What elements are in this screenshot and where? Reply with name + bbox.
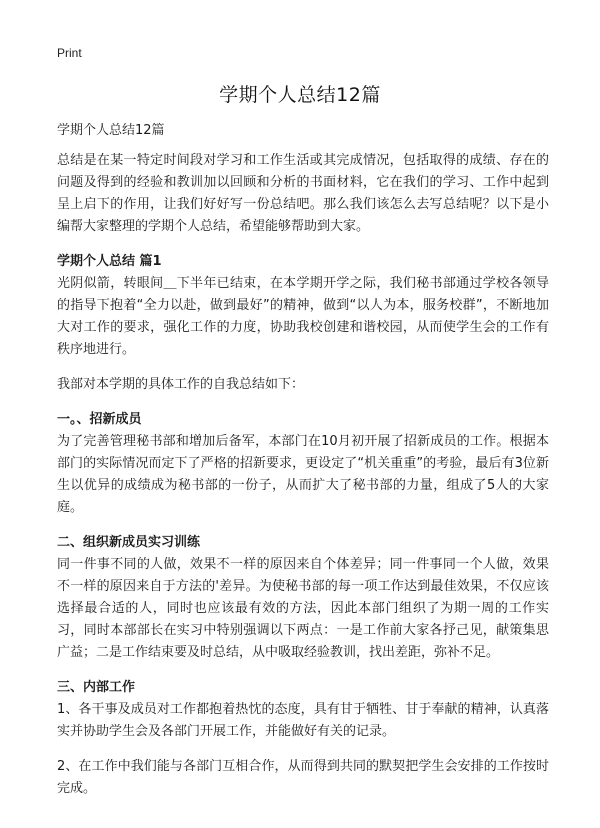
section-heading-1: 学期个人总结 篇1 [57, 254, 162, 269]
training-paragraph: 同一件事不同的人做，效果不一样的原因来自个体差异；同一件事同一个人做，效果不一样的原因来自于方法的'差异。为使秘书部的每一项工作达到最佳效果，不仅应该选择最合适的人，同时也应该最有效的方法，因此本部门组织了为期一周的工作实习，同时本部部长在实习中特别强调以下两点：一是工作前大家各抒己见，献策集思广益；二是工作结束要及时总结，从中吸取经验教训，找出差距，弥补不足。 [57, 557, 549, 660]
document-body [57, 120, 549, 813]
recruit-paragraph: 为了完善管理秘书部和增加后备军，本部门在10月初开展了招新成员的工作。根据本部门的实际情况而定下了严格的招新要求，更设定了“机关重重”的考验，最后有3位新生以优异的成绩成为秘书部的一份子，从而扩大了秘书部的力量，组成了5人的大家庭。 [57, 434, 549, 515]
subheading-internal-work: 三、内部工作 [57, 680, 136, 695]
section1-paragraph-1: 光阴似箭，转眼间＿下半年已结束，在本学期开学之际，我们秘书部通过学校各领导的指导下抱着“全力以赴，做到最好”的精神，做到“以人为本，服务校群”，不断地加大对工作的要求，强化工作的力度，协助我校创建和谐校园，从而使学生会的工作有秩序地进行。 [57, 276, 549, 357]
print-label[interactable]: Print [57, 46, 82, 60]
subheading-recruit: 一。、招新成员 [57, 412, 142, 427]
internal-work-item-2: 2、在工作中我们能与各部门互相合作，从而得到共同的默契把学生会安排的工作按时完成。 [57, 759, 549, 796]
section1-paragraph-2: 我部对本学期的具体工作的自我总结如下： [57, 377, 305, 392]
document-subtitle: 学期个人总结12篇 [57, 123, 165, 138]
subheading-training: 二、组织新成员实习训练 [57, 535, 201, 550]
intro-paragraph: 总结是在某一特定时间段对学习和工作生活或其完成情况，包括取得的成绩、存在的问题及得到的经验和教训加以回顾和分析的书面材料，它在我们的学习、工作中起到呈上启下的作用，让我们好好写一份总结吧。那么我们该怎么去写总结呢？以下是小编帮大家整理的学期个人总结，希望能够帮助到大家。 [57, 153, 549, 234]
page-title: 学期个人总结12篇 [219, 84, 381, 106]
internal-work-item-1: 1、各干事及成员对工作都抱着热忱的态度，具有甘于牺牲、甘于奉献的精神，认真落实并协助学生会及各部门开展工作，并能做好有关的记录。 [57, 702, 549, 739]
